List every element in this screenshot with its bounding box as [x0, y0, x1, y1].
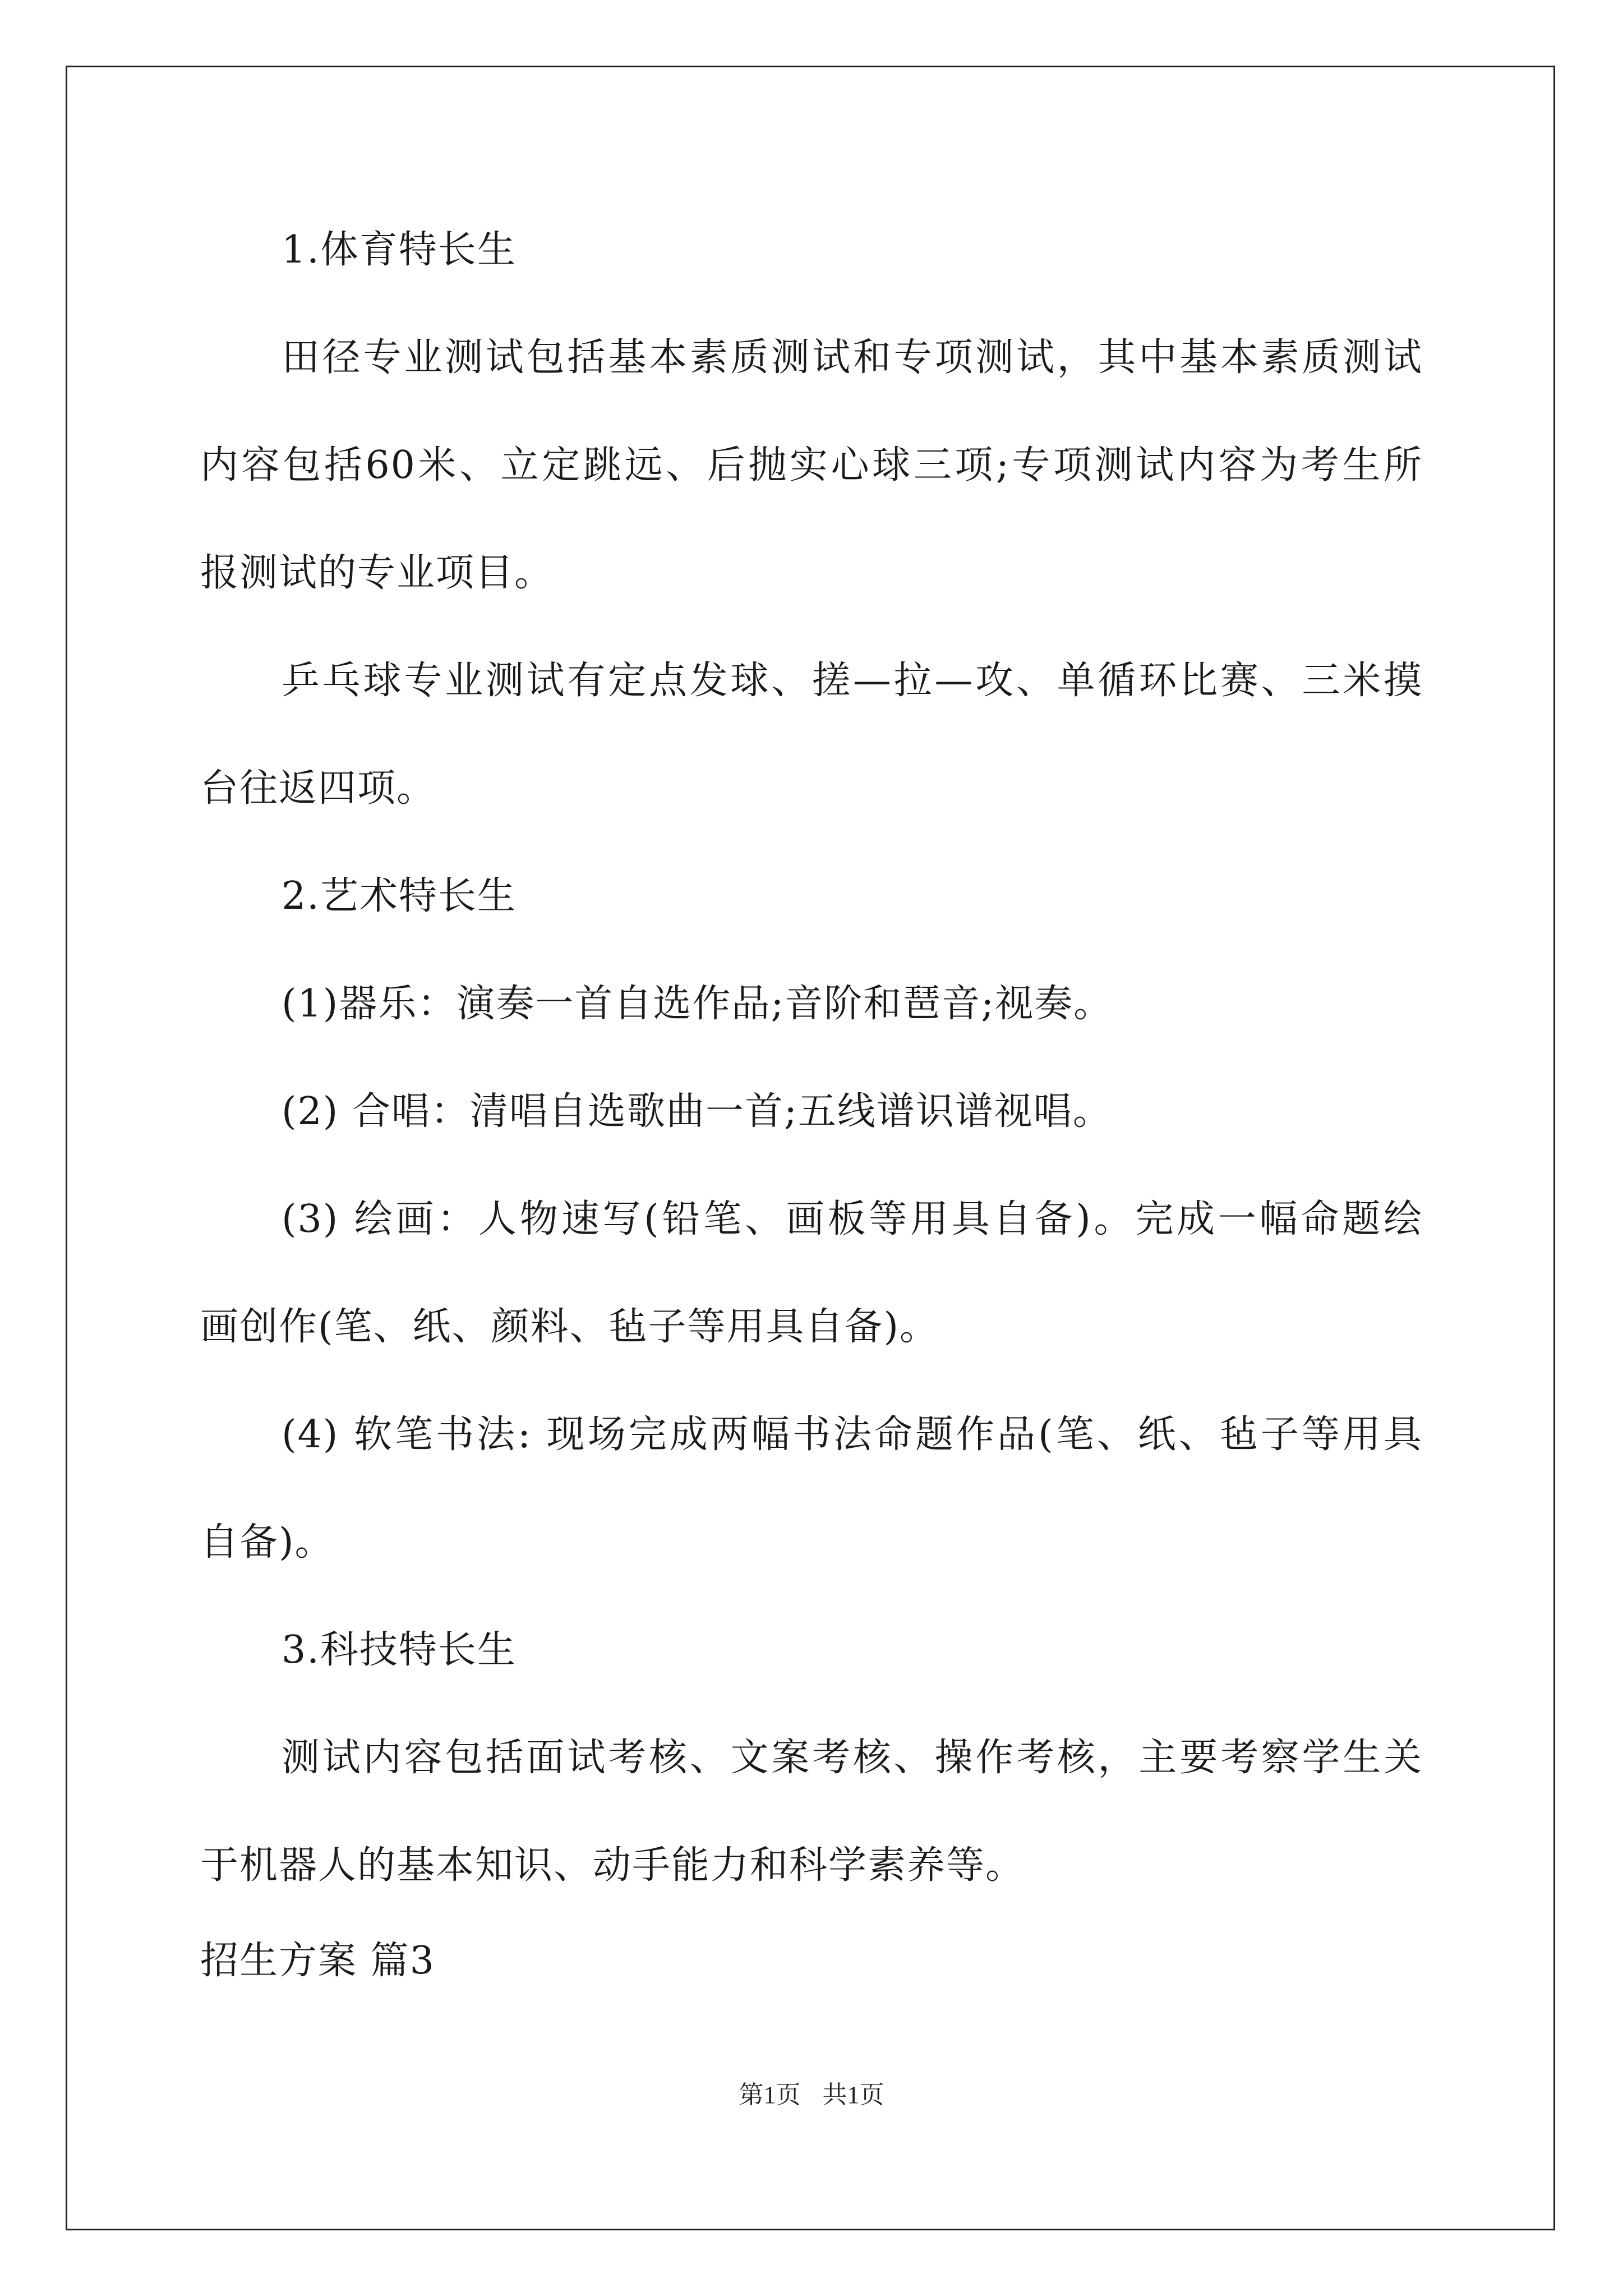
heading-tech-specialty: 3.科技特长生 [282, 1628, 517, 1672]
paragraph-tech-line-1: 测试内容包括面试考核、文案考核、操作考核，主要考察学生关 [282, 1736, 1423, 1780]
heading-arts-specialty: 2.艺术特长生 [282, 874, 517, 918]
item-calligraphy-line-2: 自备)。 [200, 1520, 334, 1565]
paragraph-track-line-1: 田径专业测试包括基本素质测试和专项测试，其中基本素质测试 [282, 335, 1423, 380]
heading-sports-specialty: 1.体育特长生 [282, 228, 517, 272]
item-instrumental: (1)器乐：演奏一首自选作品;音阶和琶音;视奏。 [282, 982, 1113, 1026]
item-choir: (2) 合唱：清唱自选歌曲一首;五线谱识谱视唱。 [282, 1089, 1112, 1134]
paragraph-tech-line-2: 于机器人的基本知识、动手能力和科学素养等。 [200, 1843, 1025, 1888]
paragraph-track-line-3: 报测试的专业项目。 [200, 551, 554, 595]
page-number: 第1页 [739, 2081, 801, 2109]
page-total: 共1页 [822, 2081, 884, 2109]
paragraph-pingpong-line-2: 台往返四项。 [200, 766, 436, 811]
paragraph-pingpong-line-1: 乒乓球专业测试有定点发球、搓—拉—攻、单循环比赛、三米摸 [282, 659, 1423, 703]
section-title-plan-3: 招生方案 篇3 [200, 1939, 435, 1983]
item-calligraphy-line-1: (4) 软笔书法: 现场完成两幅书法命题作品(笔、纸、毡子等用具 [282, 1412, 1423, 1457]
item-painting-line-1: (3) 绘画：人物速写(铅笔、画板等用具自备)。完成一幅命题绘 [282, 1197, 1423, 1241]
item-painting-line-2: 画创作(笔、纸、颜料、毡子等用具自备)。 [200, 1305, 939, 1349]
page-border [66, 66, 1555, 2230]
paragraph-track-line-2: 内容包括60米、立定跳远、后抛实心球三项;专项测试内容为考生所 [200, 443, 1423, 487]
page-footer [0, 2074, 1623, 2110]
